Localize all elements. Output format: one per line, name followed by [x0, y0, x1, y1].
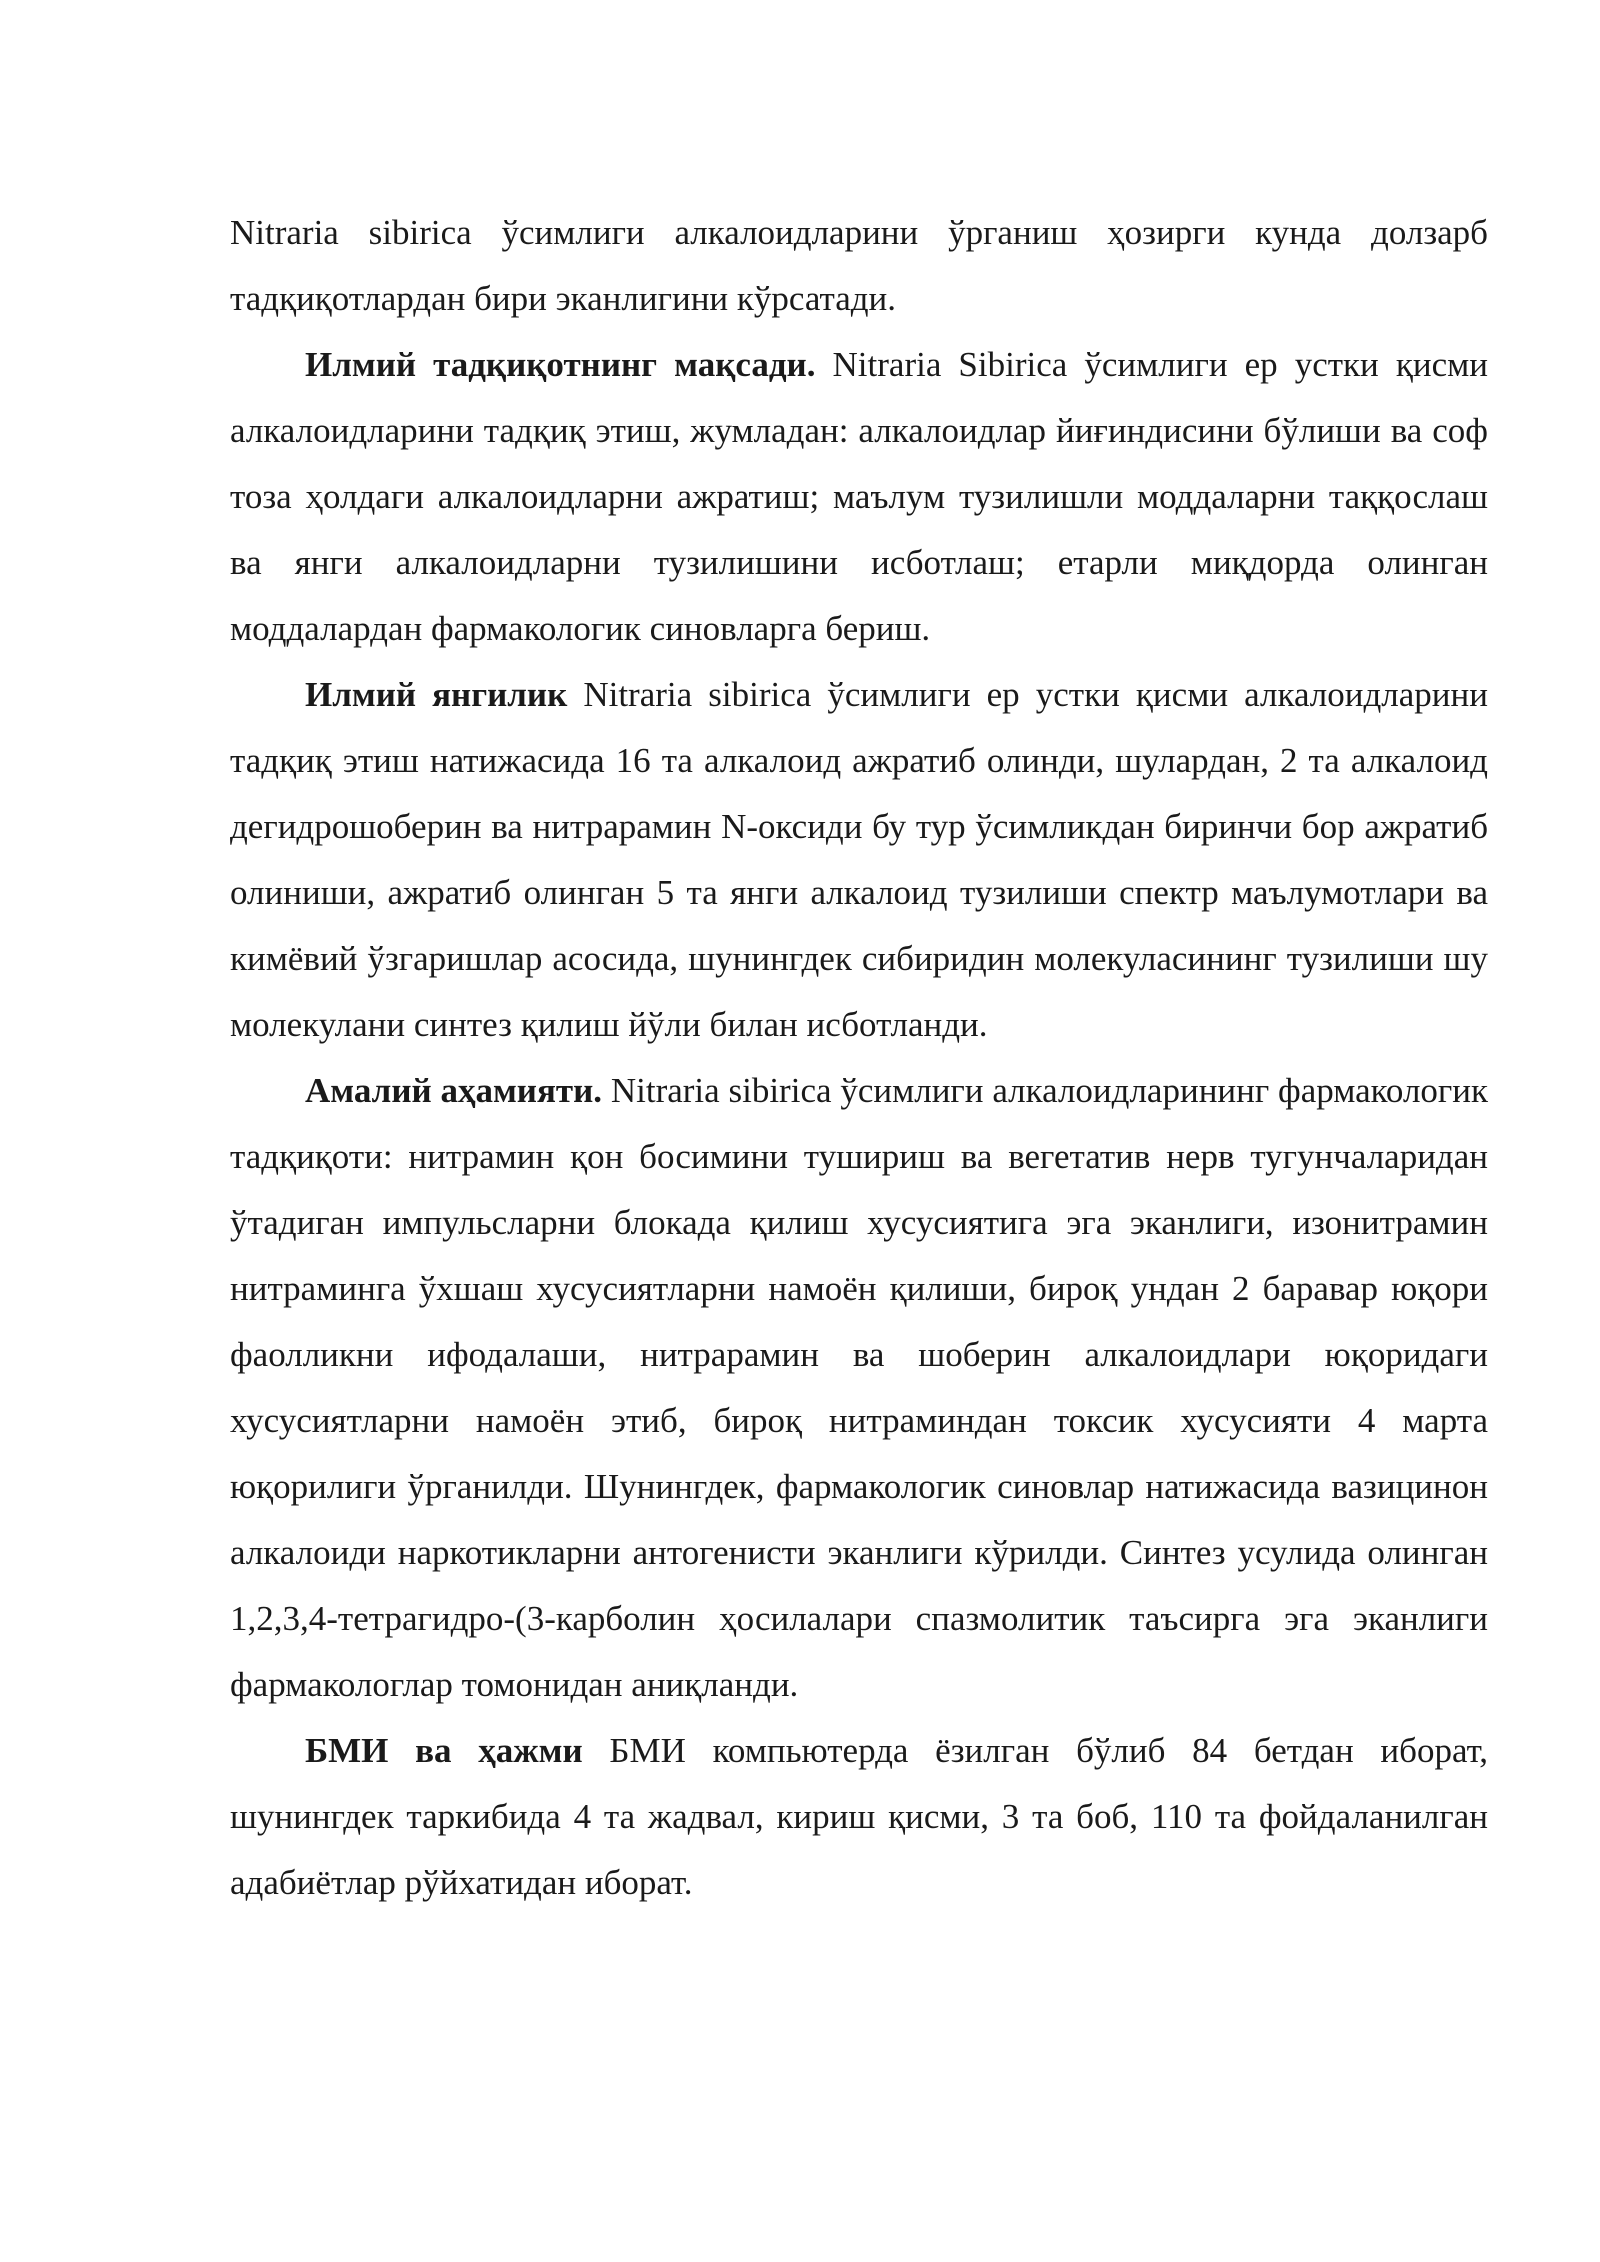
paragraph-practical-significance	[230, 1058, 1488, 1718]
document-page	[230, 200, 1488, 1916]
paragraph-research-goal-text: Nitraria Sibirica ўсимлиги ер устки қисми алкалоидларини тадқиқ этиш, жумладан: алкалоидлар йиғиндисини бўлиши ва соф тоза ҳолдаги алкалоидларни ажратиш; маълум тузилишли моддаларни таққослаш ва янги алкалоидларни тузилишини исботлаш; етарли миқдорда олинган моддалардан фармакологик синовларга бериш.	[230, 345, 1489, 648]
heading-scientific-novelty: Илмий янгилик	[305, 675, 568, 714]
heading-practical-significance: Амалий аҳамияти.	[305, 1071, 603, 1110]
paragraph-intro	[230, 200, 1488, 332]
paragraph-thesis-volume	[230, 1718, 1488, 1916]
heading-research-goal: Илмий тадқиқотнинг мақсади.	[305, 345, 816, 384]
paragraph-thesis-volume-text: БМИ компьютерда ёзилган бўлиб 84 бетдан иборат, шунингдек таркибида 4 та жадвал, кириш қисми, 3 та боб, 110 та фойдаланилган адабиётлар рўйхатидан иборат.	[230, 1731, 1488, 1902]
paragraph-scientific-novelty-text: Nitraria sibirica ўсимлиги ер устки қисми алкалоидларини тадқиқ этиш натижасида 16 та алкалоид ажратиб олинди, шулардан, 2 та алкалоид дегидрошоберин ва нитрарамин N-оксиди бу тур ўсимликдан биринчи бор ажратиб олиниши, ажратиб олинган 5 та янги алкалоид тузилиши спектр маълумотлари ва кимёвий ўзгаришлар асосида, шунингдек сибиридин молекуласининг тузилиши шу молекулани синтез қилиш йўли билан исботланди.	[230, 675, 1488, 1044]
paragraph-research-goal	[230, 332, 1488, 662]
heading-thesis-volume: БМИ ва ҳажми	[305, 1731, 583, 1770]
paragraph-scientific-novelty	[230, 662, 1488, 1058]
paragraph-practical-significance-text: Nitraria sibirica ўсимлиги алкалоидларининг фармакологик тадқиқоти: нитрамин қон босимини тушириш ва вегетатив нерв тугунчаларидан ўтадиган импульсларни блокада қилиш хусусиятига эга эканлиги, изонитрамин нитраминга ўхшаш хусусиятларни намоён қилиши, бироқ ундан 2 баравар юқори фаолликни ифодалаши, нитрарамин ва шоберин алкалоидлари юқоридаги хусусиятларни намоён этиб, бироқ нитраминдан токсик хусусияти 4 марта юқорилиги ўрганилди. Шунингдек, фармакологик синовлар натижасида вазицинон алкалоиди наркотикларни антогенисти эканлиги кўрилди. Синтез усулида олинган 1,2,3,4-тетрагидро-(3-карболин ҳосилалари спазмолитик таъсирга эга эканлиги фармакологлар томонидан аниқланди.	[230, 1071, 1489, 1704]
paragraph-intro-text: Nitraria sibirica ўсимлиги алкалоидларини ўрганиш ҳозирги кунда долзарб тадқиқотлардан бири эканлигини кўрсатади.	[230, 213, 1488, 318]
